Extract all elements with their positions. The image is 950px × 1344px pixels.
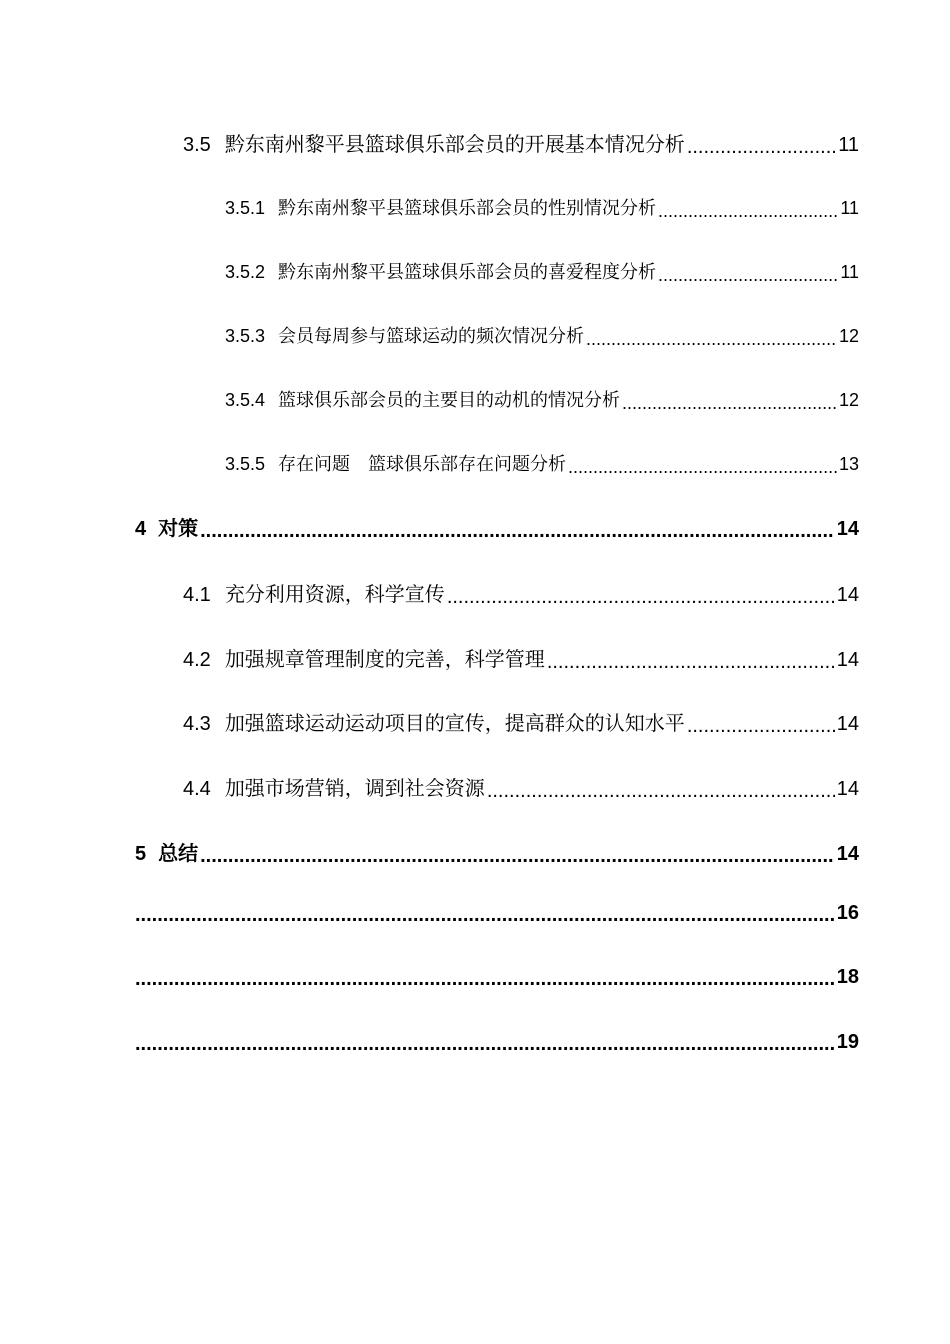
toc-entry-title: 加强篮球运动运动项目的宣传，提高群众的认知水平 (224, 711, 685, 735)
toc-entry-title: 加强市场营销，调到社会资源 (224, 776, 485, 800)
toc-entry-number: 4.1 (183, 584, 211, 606)
toc-entry-3-5-5[interactable] (225, 450, 859, 476)
toc-dot-leader (586, 330, 837, 348)
toc-entry-3-5[interactable] (183, 128, 859, 157)
toc-entry-4-1[interactable] (183, 578, 859, 607)
toc-entry-title: 充分利用资源，科学宣传 (224, 582, 445, 606)
toc-entry-number: 4.2 (183, 649, 211, 671)
toc-entry-number: 3.5 (183, 134, 211, 156)
toc-entry-page: 13 (838, 454, 859, 474)
toc-entry-untitled-16[interactable] (135, 902, 859, 925)
toc-entry-page: 18 (836, 966, 859, 988)
toc-dot-leader (568, 458, 837, 476)
toc-entry-number: 4.3 (183, 713, 211, 735)
toc-entry-4-3[interactable] (183, 707, 859, 736)
toc-dot-leader (487, 781, 835, 801)
toc-entry-number: 4 (135, 518, 147, 540)
toc-entry-page: 12 (838, 390, 859, 410)
toc-entry-number: 5 (135, 843, 147, 865)
toc-entry-number: 3.5.5 (225, 454, 266, 474)
toc-dot-leader (687, 137, 836, 157)
toc-entry-title: 黔东南州黎平县篮球俱乐部会员的性别情况分析 (278, 198, 657, 219)
toc-dot-leader (447, 587, 835, 607)
toc-dot-leader (200, 846, 835, 866)
toc-dot-leader (135, 905, 835, 925)
toc-entry-title: 篮球俱乐部会员的主要目的动机的情况分析 (278, 390, 621, 411)
toc-entry-page: 11 (840, 262, 859, 282)
toc-entry-number: 4.4 (183, 778, 211, 800)
toc-entry-3-5-3[interactable] (225, 322, 859, 348)
toc-entry-title: 总结 (158, 841, 199, 865)
toc-dot-leader (658, 202, 838, 220)
toc-entry-3-5-1[interactable] (225, 194, 859, 220)
toc-entry-title: 会员每周参与篮球运动的频次情况分析 (278, 326, 585, 347)
toc-entry-page: 14 (836, 778, 859, 800)
toc-entry-4[interactable] (135, 512, 859, 541)
toc-entry-page: 14 (836, 649, 859, 671)
toc-dot-leader (687, 716, 835, 736)
toc-entry-page: 19 (836, 1031, 859, 1053)
toc-entry-untitled-19[interactable] (135, 1031, 859, 1054)
toc-entry-page: 11 (840, 198, 859, 218)
toc-dot-leader (547, 652, 835, 672)
toc-entry-title: 黔东南州黎平县篮球俱乐部会员的开展基本情况分析 (224, 132, 685, 156)
toc-entry-page: 11 (838, 134, 859, 156)
toc-entry-title: 存在问题 篮球俱乐部存在问题分析 (278, 454, 567, 475)
toc-dot-leader (658, 266, 838, 284)
toc-entry-number: 3.5.2 (225, 262, 266, 282)
toc-entry-page: 14 (836, 713, 859, 735)
toc-entry-3-5-4[interactable] (225, 386, 859, 412)
toc-entry-title: 对策 (158, 516, 199, 540)
toc-entry-title: 黔东南州黎平县篮球俱乐部会员的喜爱程度分析 (278, 262, 657, 283)
toc-entry-number: 3.5.4 (225, 390, 266, 410)
toc-entry-untitled-18[interactable] (135, 966, 859, 989)
toc-dot-leader (622, 394, 837, 412)
toc-dot-leader (200, 521, 835, 541)
toc-dot-leader (135, 1034, 835, 1054)
toc-entry-page: 14 (836, 518, 859, 540)
toc-entry-4-2[interactable] (183, 643, 859, 672)
toc-entry-title: 加强规章管理制度的完善，科学管理 (224, 647, 545, 671)
toc-entry-number: 3.5.3 (225, 326, 266, 346)
toc-entry-4-4[interactable] (183, 772, 859, 801)
toc-dot-leader (135, 969, 835, 989)
toc-entry-3-5-2[interactable] (225, 258, 859, 284)
toc-entry-page: 14 (836, 584, 859, 606)
toc-entry-5[interactable] (135, 837, 859, 866)
toc-entry-page: 12 (838, 326, 859, 346)
toc-entry-page: 14 (836, 843, 859, 865)
toc-entry-page: 16 (836, 902, 859, 924)
toc-entry-number: 3.5.1 (225, 198, 266, 218)
